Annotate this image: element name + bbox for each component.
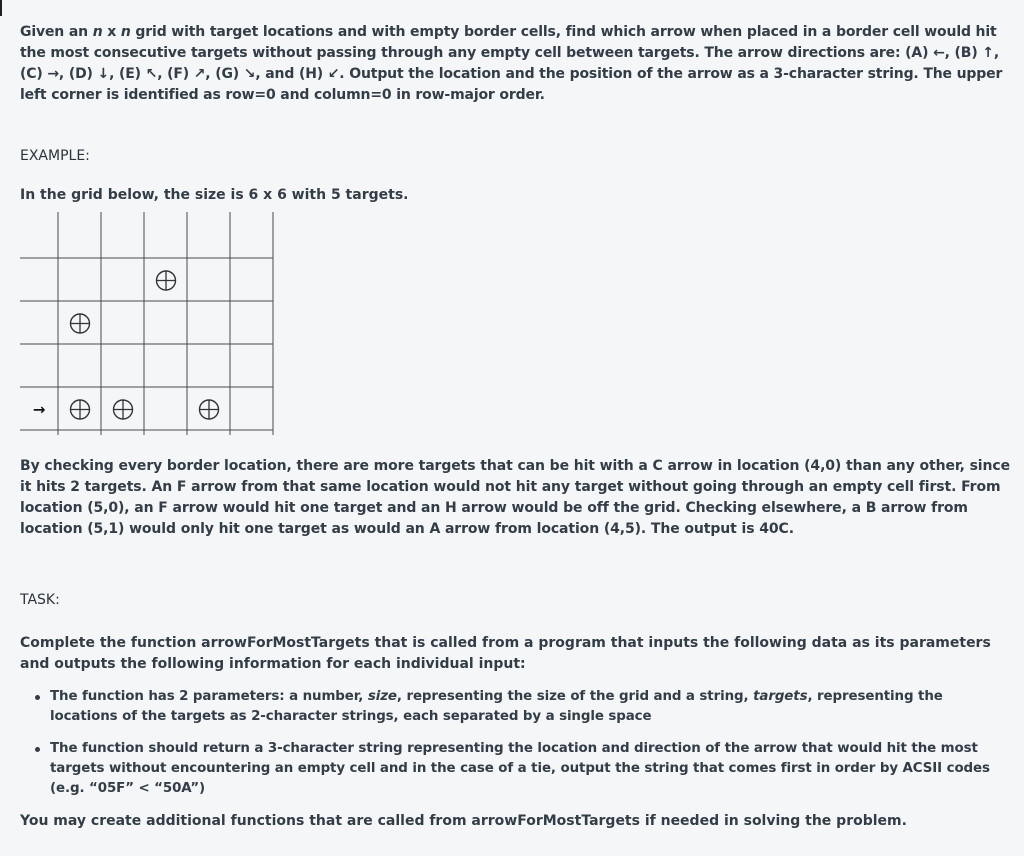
target-marker — [200, 400, 219, 419]
param-size: size — [367, 689, 397, 704]
intro-text-2: x — [102, 24, 121, 40]
example-heading: EXAMPLE: — [20, 148, 90, 164]
example-explanation: By checking every border location, there are more targets that can be hit with a C arrow in location (4,0) than any other, since it hits 2 targets. An F arrow from that same location would not hit any target without going through an empty cell first. From location (5,0), an F arrow would hit one target and an H arrow would be off the grid. Checking elsewhere, a B arrow from location (5,1) would only hit one target as would an A arrow from location (4,5). The output is 40C. — [20, 458, 1010, 537]
intro-text-3: grid with target locations and with empty border cells, find which arrow when placed in a border cell would hit the most consecutive targets without passing through any empty cell between targets. The arrow directions are: (A) ←, (B) ↑, (C) →, (D) ↓, (E) ↖, (F) ↗, (G) ↘, and (H) ↙. Output the location and the position of the arrow as a 3-character string. The upper left corner is identified as row=0 and column=0 in row-major order. — [20, 24, 1003, 103]
grid-caption: In the grid below, the size is 6 x 6 with 5 targets. — [20, 187, 409, 203]
problem-content — [20, 22, 1010, 832]
intro-var-n: n — [92, 24, 103, 40]
bullet1-text-a: The function has 2 parameters: a number, — [50, 689, 368, 704]
intro-var-n: n — [120, 24, 131, 40]
example-grid — [20, 212, 280, 435]
task-intro: Complete the function arrowForMostTargets that is called from a program that inputs the following data as its parameters and outputs the following information for each individual input: — [20, 635, 991, 672]
example-grid-svg — [20, 212, 280, 435]
task-requirements-list — [20, 687, 1010, 799]
target-marker — [71, 314, 90, 333]
target-marker — [157, 271, 176, 290]
list-item: The function should return a 3-character string representing the location and direction of the arrow that would hit the most targets without encountering an empty cell and in the case of a tie, output the string that comes first in order by ACSII codes (e.g. “05F” < “50A”) — [50, 739, 1010, 799]
param-targets: targets — [753, 689, 808, 704]
problem-intro — [20, 22, 1010, 106]
target-marker — [71, 400, 90, 419]
arrow-marker: → — [32, 400, 46, 419]
list-item — [50, 687, 1010, 727]
bullet1-text-c: , representing the locations of the targets as 2-character strings, each separated by a single space — [50, 689, 943, 724]
left-edge-marker — [0, 0, 2, 16]
closing-note: You may create additional functions that are called from arrowForMostTargets if needed in solving the problem. — [20, 813, 907, 829]
target-marker — [114, 400, 133, 419]
bullet1-text-b: , representing the size of the grid and a string, — [396, 689, 754, 704]
task-heading: TASK: — [20, 592, 60, 608]
intro-text-1: Given an — [20, 24, 93, 40]
